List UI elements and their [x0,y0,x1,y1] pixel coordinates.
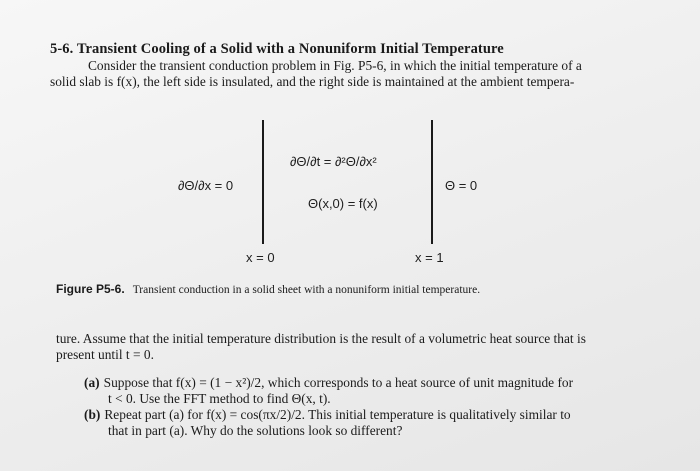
part-a [84,375,629,406]
problem-continuation [56,331,626,363]
intro-line-2: solid slab is f(x), the left side is insulated, and the right side is maintained at the ambient tempera- [50,74,575,89]
figure-caption [56,282,480,296]
right-boundary-condition: Θ = 0 [445,178,478,193]
governing-equation: ∂Θ/∂t = ∂²Θ/∂x² [290,154,377,169]
part-a-line-2: t < 0. Use the FFT method to find Θ(x, t). [108,390,331,406]
left-wall [262,120,264,244]
continuation-line-2: present until t = 0. [56,347,154,362]
part-a-line-1: Suppose that f(x) = (1 − x²)/2, which corresponds to a heat source of unit magnitude for [103,375,574,390]
right-position-label: x = 1 [415,250,444,265]
part-a-label: (a) [84,375,100,390]
figure-caption-label: Figure P5-6. [56,282,125,296]
continuation-line-1: ture. Assume that the initial temperature distribution is the result of a volumetric heat source that is [56,331,586,346]
right-wall [431,120,433,244]
figure-caption-text: Transient conduction in a solid sheet with a nonuniform initial temperature. [132,284,481,296]
problem-title: 5-6. Transient Cooling of a Solid with a Nonuniform Initial Temperature [50,41,504,57]
initial-condition: Θ(x,0) = f(x) [308,196,378,211]
left-position-label: x = 0 [246,250,275,265]
left-boundary-condition: ∂Θ/∂x = 0 [178,178,234,193]
intro-line-1: Consider the transient conduction problem in Fig. P5-6, in which the initial temperature of a [88,58,582,73]
problem-intro [50,58,630,90]
part-b-line-2: that in part (a). Why do the solutions look so different? [108,422,403,438]
part-b [84,407,629,438]
part-b-label: (b) [84,407,101,422]
part-b-line-1: Repeat part (a) for f(x) = cos(πx/2)/2. This initial temperature is qualitatively similar to [104,407,571,422]
